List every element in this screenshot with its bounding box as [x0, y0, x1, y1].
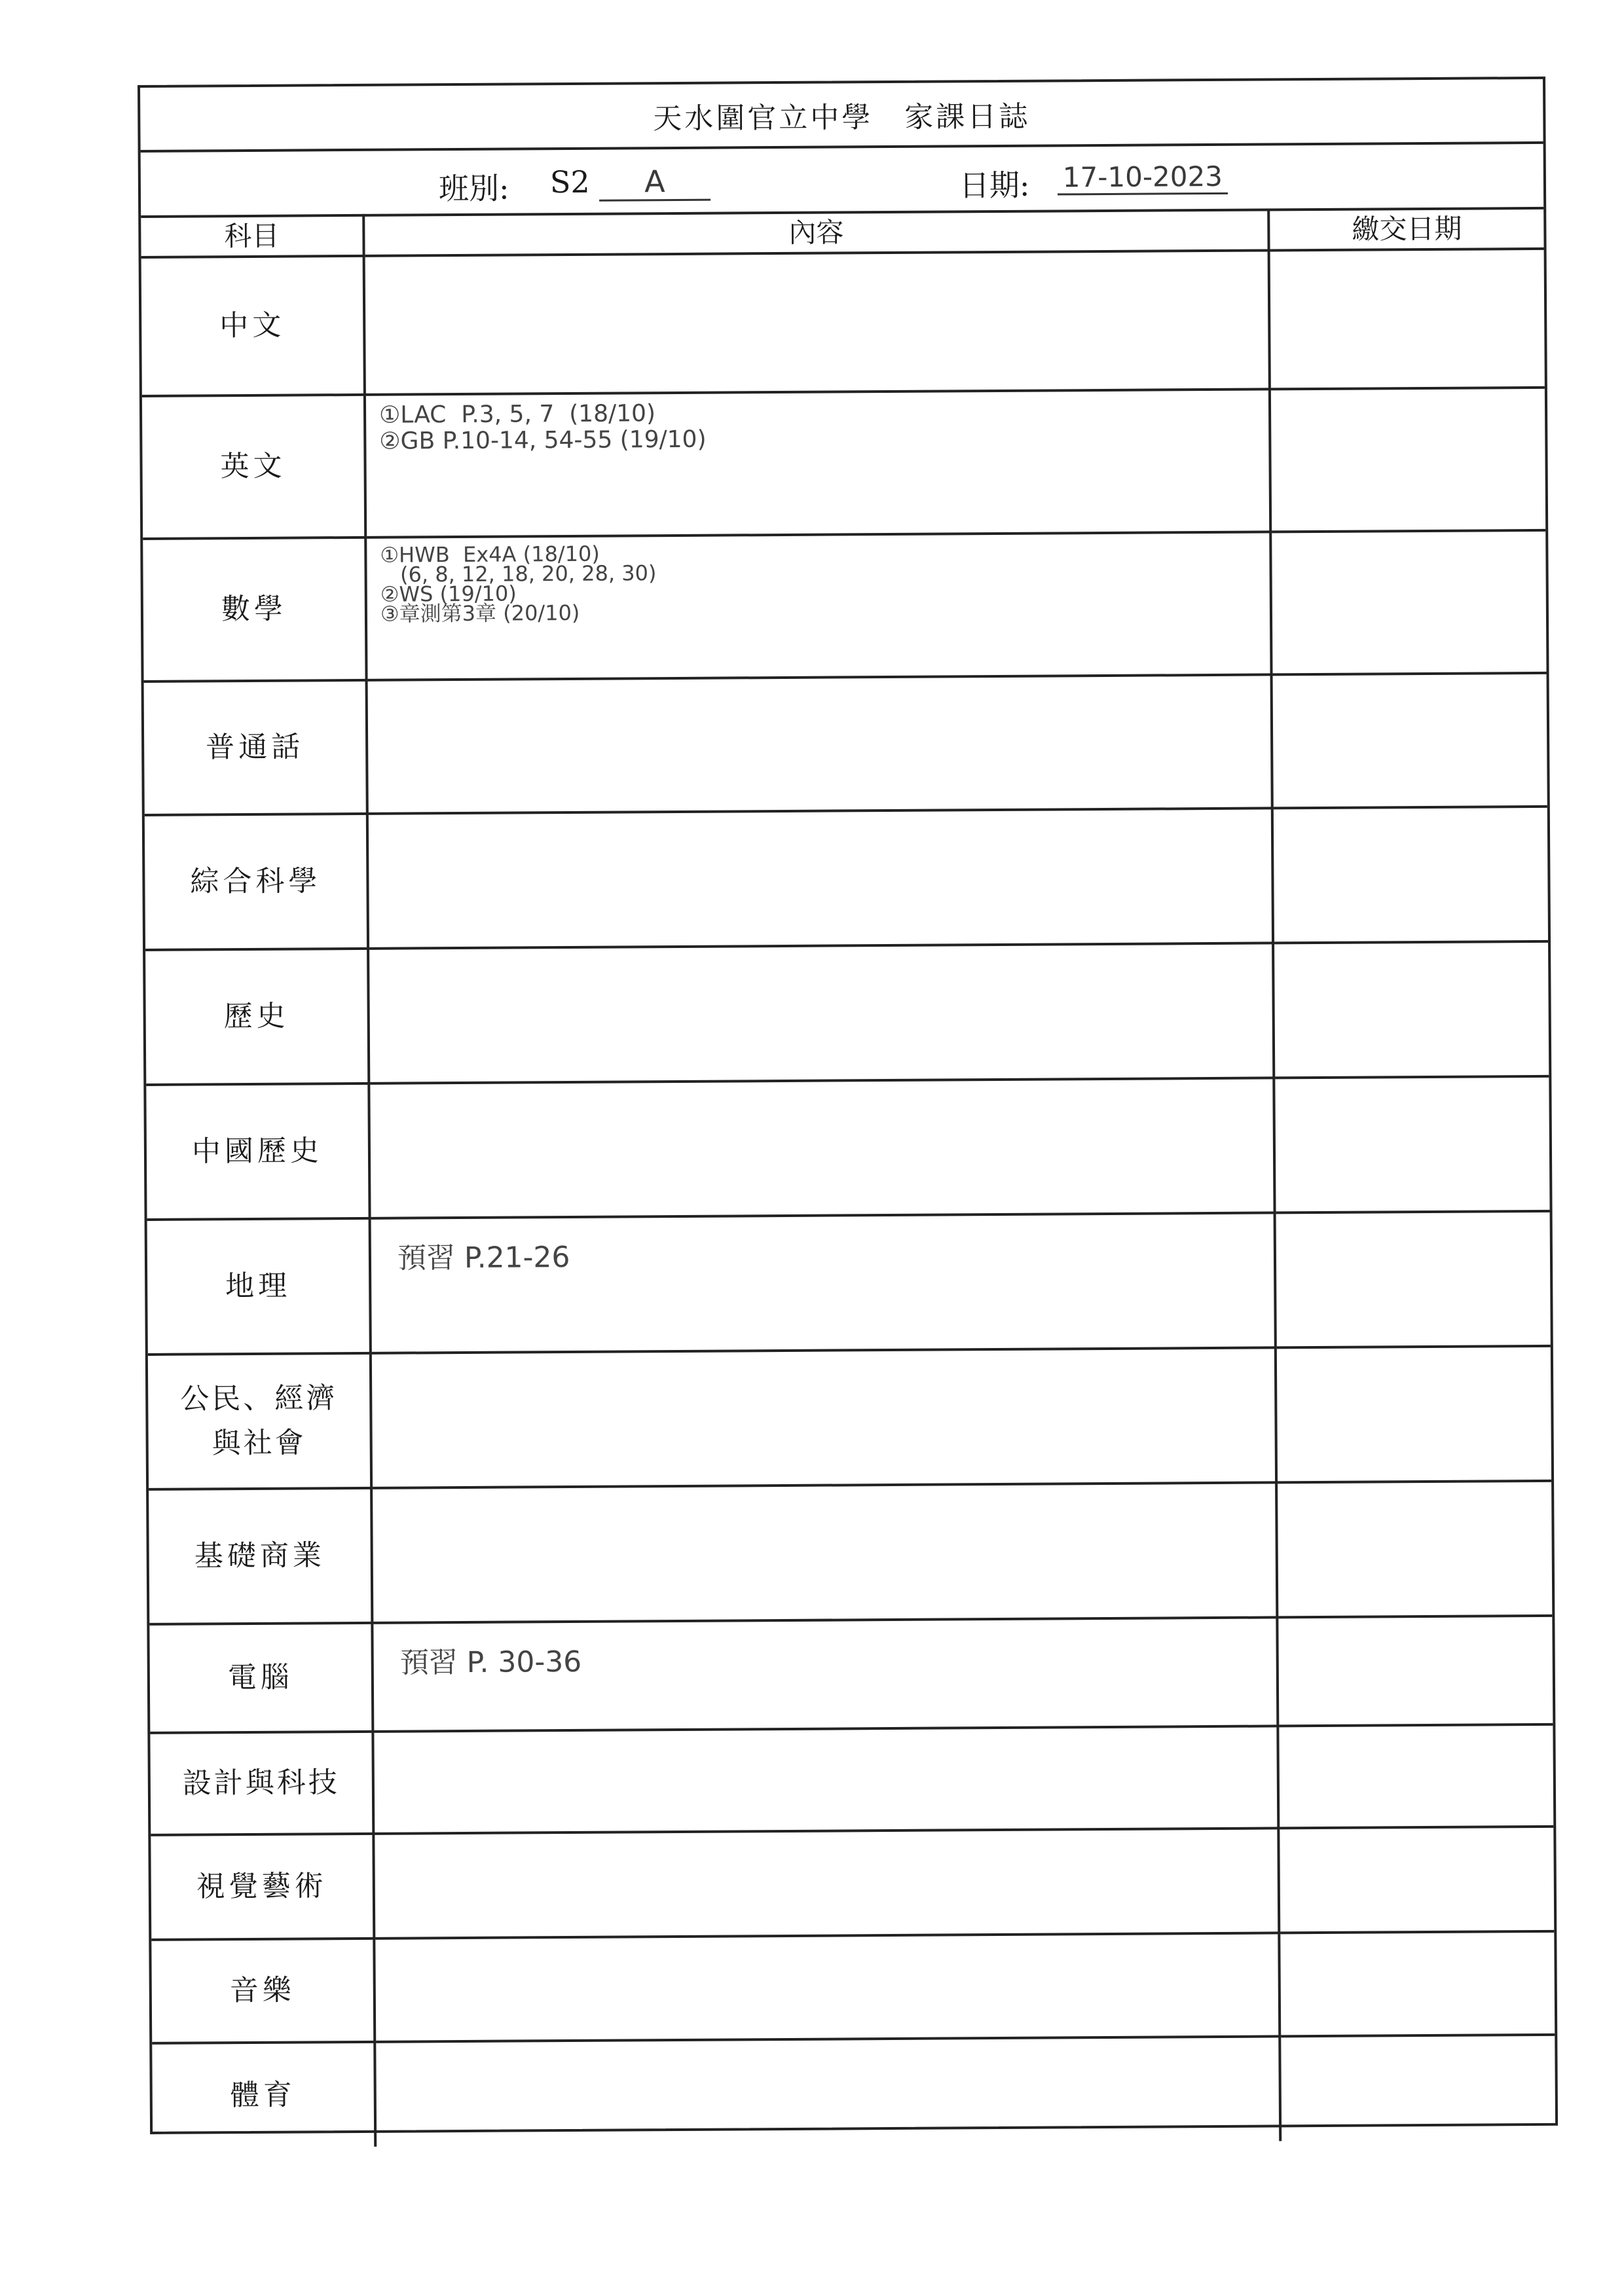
due-date-cell: [1280, 2035, 1555, 2141]
subject-cell: 歷史: [145, 949, 369, 1085]
due-date-cell: [1278, 1724, 1553, 1829]
table-row: [144, 673, 1547, 815]
due-date-cell: [1273, 941, 1549, 1078]
content-cell: [364, 250, 1270, 394]
due-date-cell: [1279, 1931, 1555, 2037]
handwritten-homework: 預習 P. 30-36: [399, 1645, 582, 1680]
due-date-cell: [1274, 1076, 1549, 1213]
due-date-cell: [1278, 1827, 1554, 1933]
subject-cell: 體育: [152, 2042, 375, 2148]
table-row: [151, 1827, 1554, 1940]
content-cell: [372, 1617, 1278, 1731]
content-cell: [365, 389, 1270, 537]
table-row: [145, 941, 1549, 1085]
content-cell: [365, 532, 1271, 680]
content-cell: [367, 674, 1272, 813]
due-date-cell: [1275, 1211, 1551, 1348]
handwritten-homework: ①LAC P.3, 5, 7 (18/10) ②GB P.10-14, 54-55 (19/10): [378, 400, 707, 455]
due-date-cell: [1270, 530, 1546, 675]
subject-cell: 英文: [142, 395, 365, 539]
class-section-handwritten: A: [599, 164, 710, 202]
content-cell: [373, 1828, 1279, 1938]
content-cell: [367, 808, 1273, 948]
due-date-cell: [1272, 807, 1548, 943]
subject-cell: 中國歷史: [146, 1084, 369, 1220]
subject-cell: 電腦: [149, 1623, 373, 1733]
date-label: 日期:: [959, 167, 1030, 204]
subject-cell: 地理: [147, 1218, 371, 1355]
subject-cell: 基礎商業: [149, 1488, 372, 1624]
subject-cell: 視覺藝術: [151, 1834, 374, 1940]
due-date-cell: [1269, 249, 1545, 390]
subject-cell: 音樂: [151, 1939, 375, 2043]
header-subject: 科目: [141, 214, 363, 257]
table-row: [147, 1211, 1551, 1355]
subject-cell: 綜合科學: [145, 814, 368, 950]
table-row: [141, 249, 1545, 396]
table-row: [148, 1346, 1551, 1489]
table-row: [151, 1931, 1555, 2043]
content-cell: [371, 1347, 1276, 1487]
header-content: 內容: [363, 208, 1268, 255]
table-row: [149, 1481, 1552, 1624]
content-cell: [368, 943, 1274, 1083]
homework-diary-form: [138, 77, 1558, 2134]
due-date-cell: [1272, 673, 1547, 809]
table-row: [150, 1724, 1553, 1835]
table-row: [142, 388, 1545, 539]
homework-table: [141, 207, 1555, 2148]
table-row: [145, 807, 1548, 950]
handwritten-homework: ①HWB Ex4A (18/10) (6, 8, 12, 18, 20, 28, 30) ②WS (19/10) ③章測第3章 (20/10): [380, 541, 657, 627]
due-date-cell: [1276, 1481, 1552, 1618]
content-cell: [370, 1212, 1276, 1353]
subject-cell: 中文: [141, 256, 365, 396]
form-title: 天水圍官立中學 家課日誌: [140, 79, 1543, 153]
subject-cell: 數學: [143, 538, 366, 682]
date-handwritten: 17-10-2023: [1058, 160, 1228, 196]
content-cell: [374, 1933, 1280, 2041]
class-value: S2: [549, 164, 590, 200]
class-label: 班別:: [438, 170, 509, 207]
content-cell: [371, 1482, 1277, 1622]
table-row: [146, 1076, 1549, 1220]
subject-cell: 普通話: [144, 680, 367, 815]
content-cell: [373, 1726, 1278, 1833]
due-date-cell: [1277, 1616, 1553, 1726]
handwritten-homework: 預習 P.21-26: [397, 1240, 570, 1275]
table-row: [143, 530, 1546, 682]
content-cell: [375, 2036, 1280, 2146]
due-date-cell: [1270, 388, 1545, 532]
class-date-row: [141, 141, 1544, 218]
content-cell: [369, 1078, 1274, 1218]
subject-cell: 公民、經濟 與社會: [148, 1353, 371, 1489]
header-due-date: 繳交日期: [1268, 207, 1543, 251]
due-date-cell: [1276, 1346, 1551, 1483]
table-row: [152, 2035, 1555, 2148]
table-row: [149, 1616, 1553, 1733]
subject-cell: 設計與科技: [150, 1732, 373, 1835]
